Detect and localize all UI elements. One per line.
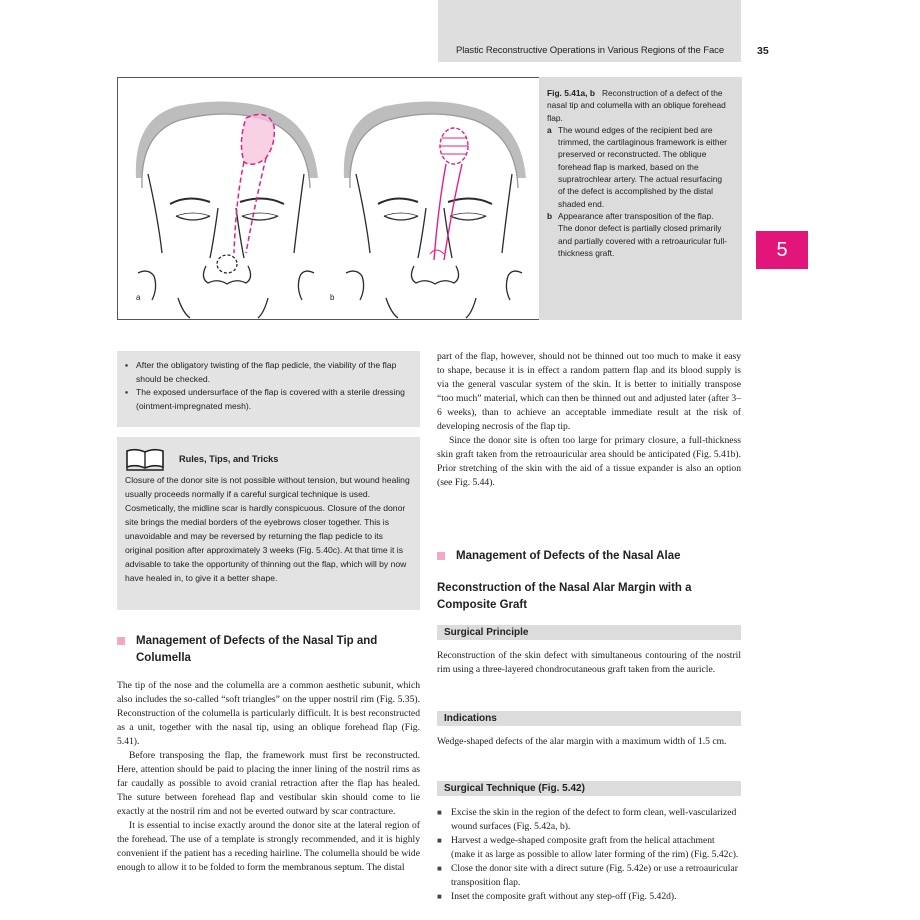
list-item-text: Inset the composite graft without any step-off (Fig. 5.42d). <box>451 891 677 902</box>
section-marker-icon <box>437 552 445 560</box>
right-column-body <box>437 350 741 490</box>
subsection-heading-alar-margin: Reconstruction of the Nasal Alar Margin with a Composite Graft <box>437 582 692 611</box>
list-item <box>125 359 412 386</box>
rules-header <box>125 445 412 473</box>
paragraph: Since the donor site is often too large for primary closure, a full-thickness skin graft taken from the retroauricular area should be anticipated (Fig. 5.41b). Prior stretching of the skin with the aid of a tissue expander is also an option (see Fig. 5.44). <box>437 435 741 488</box>
caption-item-b <box>547 210 730 259</box>
list-item <box>125 386 412 413</box>
caption-intro: Reconstruction of a defect of the nasal tip and columella with an oblique forehead flap. <box>547 88 726 123</box>
list-item <box>437 806 741 834</box>
caption-item-label: b <box>547 210 553 221</box>
list-item <box>437 890 741 904</box>
panel-b-label: b <box>330 293 335 302</box>
running-head: Plastic Reconstructive Operations in Various Regions of the Face <box>456 45 725 56</box>
bullet-icon: ■ <box>437 808 442 817</box>
bullet-icon: ▪ <box>125 360 129 370</box>
rules-tips-box <box>117 437 420 610</box>
paragraph: It is essential to incise exactly around the donor site at the lateral region of the forehead. The use of a template is strongly recommended, and it is highly convenient if the patient has a receding hairline. The columella should be wide enough to allow it to be folded to form the membranous septum. The distal <box>117 820 420 873</box>
caption-item-label: a <box>547 124 552 135</box>
list-item-text: The exposed undersurface of the flap is covered with a sterile dressing (ointment-impregnated mesh). <box>136 387 405 411</box>
panel-a-face <box>136 101 318 318</box>
rules-text: Closure of the donor site is not possible without tension, but wound healing usually proceeds normally if a careful surgical technique is used. Cosmetically, the midline scar is hardly conspicuous. Closure of the donor site brings the medial borders of the eyebrows closer together. This is unavoidable and may be reversed by returning the flap pedicle to its original position after approximately 3 weeks (Fig. 5.40c). At that time it is advisable to take the opportunity of thinning out the flap, which will by now have healed in, to give it a better shape. <box>125 475 410 583</box>
chapter-tab: 5 <box>756 231 808 269</box>
list-item-text: Harvest a wedge-shaped composite graft from the helical attachment (make it as large as possible to allow later forming of the rim) (Fig. 5.42c). <box>451 835 739 860</box>
open-book-icon <box>125 447 165 471</box>
surgical-principle-bar: Surgical Principle <box>437 625 741 640</box>
flap-care-box <box>117 351 420 427</box>
list-item-text: Close the donor site with a direct suture (Fig. 5.42e) or use a retroauricular transposition flap. <box>451 863 738 888</box>
surgical-technique-list <box>437 806 741 904</box>
caption-title: Fig. 5.41a, b <box>547 88 595 98</box>
section-heading-nasal-alae <box>437 549 741 563</box>
paragraph: Before transposing the flap, the framework must first be reconstructed. Here, attention should be paid to placing the inner lining of the nostril rims as far caudally as possible to avoid cranial retraction after the flap has healed. The suture between forehead flap and vestibular skin should come to lie exactly at the nostril rim and not be everted outward by scar contracture. <box>117 750 420 817</box>
figure-caption <box>539 77 742 320</box>
bullet-icon: ■ <box>437 892 442 901</box>
section-heading-text: Management of Defects of the Nasal Tip and Columella <box>136 635 378 664</box>
bullet-icon: ▪ <box>125 387 129 397</box>
caption-item-text: The wound edges of the recipient bed are trimmed, the cartilaginous framework is either preserved or reconstructed. The oblique forehead flap is marked, based on the supratrochlear artery. The actual resurfacing of the defect is accomplished by the distal shaded end. <box>558 124 727 209</box>
surgical-principle-text: Reconstruction of the skin defect with simultaneous contouring of the nostril rim using a three-layered chondrocutaneous graft taken from the auricle. <box>437 650 741 675</box>
paragraph: part of the flap, however, should not be thinned out too much to make it easy to shape, because it is in effect a random pattern flap and its blood supply is via the general vascular system of the skin. It is better to initially transpose “too much” material, which can then be thinned out and adjusted later (after 3–6 weeks), than to achieve an acceptable immediate result at the risk of developing necrosis of the flap tip. <box>437 351 741 432</box>
bullet-icon: ■ <box>437 864 442 873</box>
section-heading-nasal-tip <box>117 633 420 667</box>
list-item-text: Excise the skin in the region of the defect to form clean, well-vascularized wound surfaces (Fig. 5.42a, b). <box>451 807 737 832</box>
list-item <box>437 862 741 890</box>
bullet-icon: ■ <box>437 836 442 845</box>
indications-text: Wedge-shaped defects of the alar margin with a maximum width of 1.5 cm. <box>437 736 727 747</box>
surgical-technique-bar: Surgical Technique (Fig. 5.42) <box>437 781 741 796</box>
section-marker-icon <box>117 637 125 645</box>
rules-title: Rules, Tips, and Tricks <box>179 454 279 464</box>
figure-illustration <box>118 78 540 319</box>
figure-5-41 <box>117 77 741 320</box>
panel-a-label: a <box>136 293 141 302</box>
panel-b-face <box>344 101 526 318</box>
indications-bar: Indications <box>437 711 741 726</box>
page-number: 35 <box>757 45 769 57</box>
section-heading-text: Management of Defects of the Nasal Alae <box>456 550 681 562</box>
caption-item-a <box>547 124 730 210</box>
paragraph: The tip of the nose and the columella are a common aesthetic subunit, which also includes the so-called “soft triangles” on the upper nostril rim (Fig. 5.35). Reconstruction of the columella is particularly difficult. It is best reconstructed as a unit, together with the nasal tip, using an oblique forehead flap (Fig. 5.41). <box>117 680 420 747</box>
list-item-text: After the obligatory twisting of the flap pedicle, the viability of the flap should be checked. <box>136 360 397 384</box>
list-item <box>437 834 741 862</box>
caption-item-text: Appearance after transposition of the flap. The donor defect is partially closed primarily and partially covered with a retroauricular full-thickness graft. <box>558 210 727 258</box>
nasal-tip-body <box>117 679 420 875</box>
